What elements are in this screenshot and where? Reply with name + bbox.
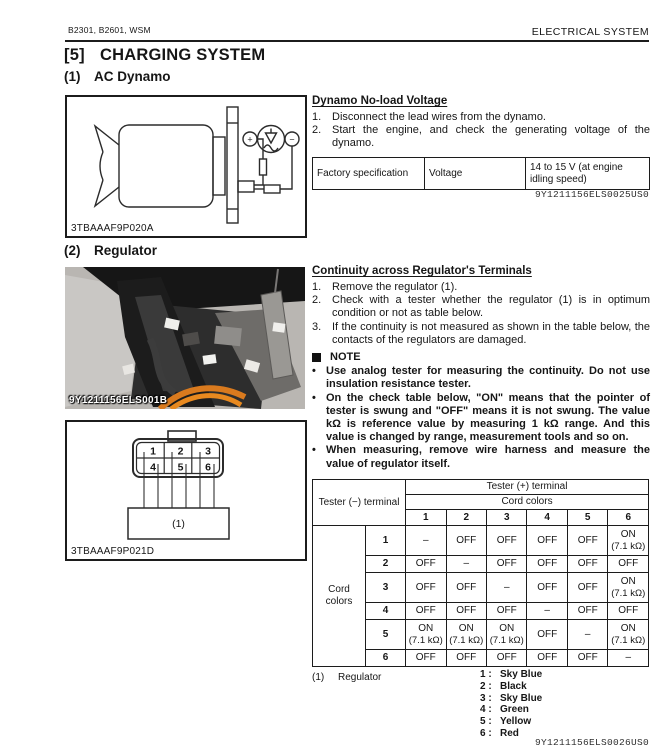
connector-drawing — [67, 422, 301, 555]
continuity-value-cell: OFF — [527, 556, 567, 573]
tester-plus-label: Tester (+) terminal — [406, 480, 649, 495]
continuity-value-cell: ON (7.1 kΩ) — [608, 526, 649, 556]
continuity-value-cell: OFF — [527, 526, 567, 556]
note-label: NOTE — [330, 351, 361, 363]
continuity-column-numbers: 1 2 3 4 5 6 — [313, 510, 649, 526]
continuity-value-cell: OFF — [446, 603, 486, 620]
continuity-value-cell: OFF — [527, 620, 567, 650]
connector-pin-5: 5 — [177, 461, 184, 474]
continuity-row-number: 5 — [366, 620, 406, 650]
note-item-1: • Use analog tester for measuring the continuity. Do not use insulation resistance tester. — [312, 365, 650, 391]
continuity-value-cell: – — [527, 603, 567, 620]
footer-code: 9Y1211156ELS0026US0 — [534, 737, 649, 746]
cord-color-item: 4 : Green — [480, 704, 529, 716]
page-title-number: [5] — [64, 46, 85, 64]
legend-part: (1) Regulator — [312, 672, 382, 683]
connector-pin-2: 2 — [177, 445, 184, 458]
continuity-value-cell: OFF — [527, 650, 567, 667]
continuity-value-cell: – — [608, 650, 649, 667]
connector-figure-caption: 3TBAAAF9P021D — [71, 546, 155, 557]
spec-cell-item: Voltage — [425, 158, 526, 190]
subsection-regulator: (2) Regulator — [64, 243, 158, 258]
continuity-value-cell: OFF — [608, 556, 649, 573]
continuity-corner-label: Tester (−) terminal — [313, 480, 406, 526]
spec-cell-value: 14 to 15 V (at engine idling speed) — [526, 158, 650, 190]
connector-pin-1: 1 — [150, 445, 156, 458]
note-block — [312, 351, 650, 471]
continuity-value-cell: ON (7.1 kΩ) — [406, 620, 446, 650]
continuity-row-number: 6 — [366, 650, 406, 667]
continuity-value-cell: – — [406, 526, 446, 556]
regulator-photo-caption: 9Y1211156ELS001B — [69, 395, 168, 406]
note-item-2: • On the check table below, "ON" means that the pointer of tester is swung and "OFF" means it is not swung. The value kΩ is reference value by measuring 1 kΩ range. And this value is changed by range, measurement tools and so on. — [312, 391, 650, 444]
cord-color-item: 2 : Black — [480, 680, 527, 692]
continuity-value-cell: OFF — [486, 526, 526, 556]
cord-color-item: 1 : Sky Blue — [480, 669, 543, 680]
continuity-value-cell: OFF — [406, 556, 446, 573]
continuity-value-cell: ON (7.1 kΩ) — [608, 620, 649, 650]
connector-pin-4: 4 — [150, 461, 156, 474]
regulator-step-3: 3. If the continuity is not measured as shown in the table below, the contacts of the regulators are damaged. — [312, 320, 650, 346]
subsection-ac-dynamo: (1) AC Dynamo — [64, 69, 171, 84]
continuity-value-cell: OFF — [567, 526, 607, 556]
continuity-value-cell: OFF — [567, 650, 607, 667]
page-title — [64, 46, 265, 65]
cord-color-item: 6 : Red — [480, 727, 519, 739]
continuity-value-cell: OFF — [446, 526, 486, 556]
regulator-step-1: 1. Remove the regulator (1). — [312, 281, 458, 293]
continuity-value-cell: OFF — [406, 573, 446, 603]
dynamo-step-2: 2. Start the engine, and check the generating voltage of the dynamo. — [312, 124, 650, 150]
continuity-value-cell: ON (7.1 kΩ) — [446, 620, 486, 650]
dynamo-step-1: 1. Disconnect the lead wires from the dynamo. — [312, 111, 546, 123]
spec-cell-label: Factory specification — [313, 158, 425, 190]
cord-color-list — [480, 669, 542, 740]
continuity-value-cell: OFF — [567, 603, 607, 620]
cord-color-item: 5 : Yellow — [480, 716, 532, 728]
note-item-3: • When measuring, remove wire harness and measure the value of regulator itself. — [312, 444, 650, 470]
continuity-value-cell: – — [486, 573, 526, 603]
continuity-value-cell: ON (7.1 kΩ) — [608, 573, 649, 603]
regulator-steps — [312, 281, 650, 347]
regulator-section-heading: Continuity across Regulator's Terminals — [312, 265, 532, 277]
continuity-value-cell: OFF — [608, 603, 649, 620]
dynamo-figure-caption: 3TBAAAF9P020A — [71, 223, 154, 234]
continuity-value-cell: OFF — [446, 650, 486, 667]
continuity-row-number: 4 — [366, 603, 406, 620]
regulator-photo-image — [65, 267, 305, 409]
continuity-value-cell: OFF — [567, 573, 607, 603]
dynamo-figure — [65, 95, 307, 238]
dynamo-section-heading: Dynamo No-load Voltage — [312, 95, 448, 107]
continuity-value-cell: OFF — [406, 603, 446, 620]
continuity-value-cell: OFF — [486, 650, 526, 667]
page-title-label: CHARGING SYSTEM — [100, 46, 266, 64]
cord-color-item: 3 : Sky Blue — [480, 692, 543, 704]
continuity-table — [312, 479, 649, 667]
regulator-photo — [65, 267, 305, 409]
continuity-row-number: 3 — [366, 573, 406, 603]
continuity-value-cell: OFF — [446, 573, 486, 603]
note-square-icon — [312, 353, 321, 362]
header-rule — [65, 40, 649, 42]
continuity-row — [313, 526, 649, 556]
continuity-value-cell: – — [446, 556, 486, 573]
note-heading — [312, 351, 650, 364]
continuity-value-cell: OFF — [486, 603, 526, 620]
dynamo-schematic-drawing — [67, 97, 301, 232]
continuity-value-cell: OFF — [406, 650, 446, 667]
connector-part-label: (1) — [172, 518, 185, 530]
meter-minus-symbol: − — [289, 134, 295, 145]
factory-spec-table — [312, 157, 650, 190]
continuity-value-cell: ON (7.1 kΩ) — [486, 620, 526, 650]
connector-figure — [65, 420, 307, 561]
continuity-table-body — [313, 526, 649, 667]
connector-pin-3: 3 — [205, 445, 211, 458]
continuity-row-number: 1 — [366, 526, 406, 556]
continuity-row-number: 2 — [366, 556, 406, 573]
continuity-value-cell: – — [567, 620, 607, 650]
header-section: ELECTRICAL SYSTEM — [531, 26, 649, 38]
connector-pin-6: 6 — [205, 461, 211, 474]
spec-table-code: 9Y1211156ELS0025US0 — [534, 189, 649, 200]
continuity-value-cell: OFF — [486, 556, 526, 573]
meter-plus-symbol: + — [247, 134, 253, 145]
continuity-value-cell: OFF — [527, 573, 567, 603]
regulator-step-2: 2. Check with a tester whether the regulator (1) is in optimum condition or not as table below. — [312, 294, 650, 320]
header-model: B2301, B2601, WSM — [68, 25, 151, 35]
dynamo-steps — [312, 111, 650, 151]
continuity-value-cell: OFF — [567, 556, 607, 573]
row-group-label: Cord colors — [313, 526, 366, 667]
cord-colors-col-label: Cord colors — [406, 495, 649, 510]
